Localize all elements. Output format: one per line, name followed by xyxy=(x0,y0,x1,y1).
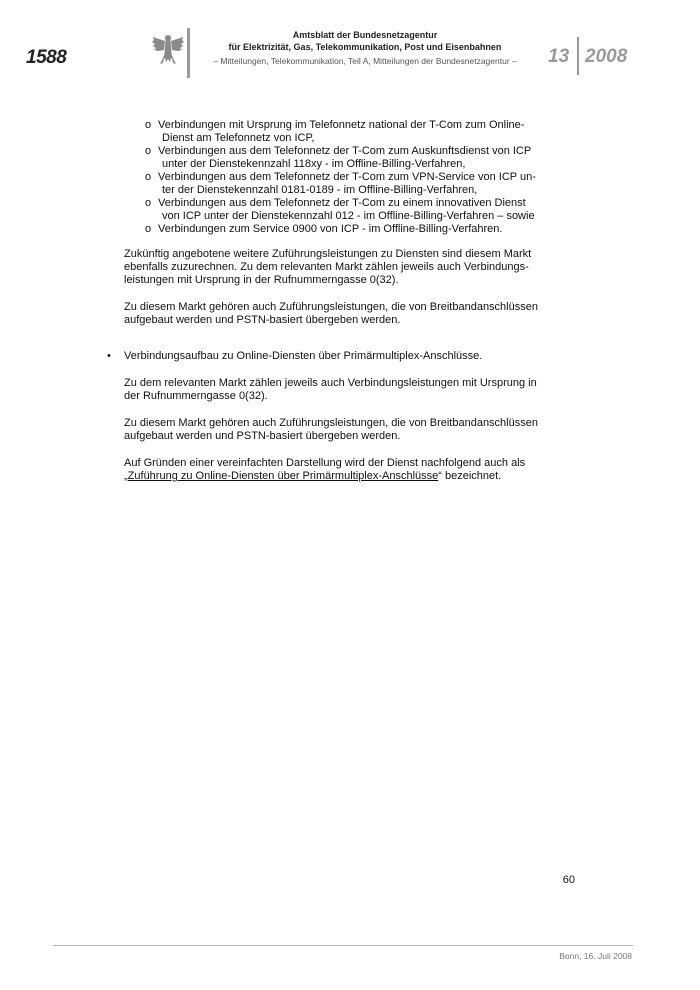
paragraph-line: Zu diesem Markt gehören auch Zuführungsleistungen, die von Breitbandanschlüssen xyxy=(124,301,538,313)
circle-bullet: o xyxy=(145,119,152,131)
paragraph xyxy=(124,301,574,327)
paragraph-line: ebenfalls zuzurechnen. Zu dem relevanten Markt zählen jeweils auch Verbindungs- xyxy=(124,261,529,273)
bullet-item xyxy=(107,350,574,363)
closing-text: “ bezeichnet. xyxy=(438,470,502,482)
sub-list xyxy=(145,119,574,236)
header-divider xyxy=(187,28,190,78)
paragraph-line: leistungen mit Ursprung in der Rufnummerngasse 0(32). xyxy=(124,274,399,286)
journal-subtitle: – Mitteilungen, Telekommunikation, Teil A, Mitteilungen der Bundesnetzagentur – xyxy=(213,56,517,66)
paragraph xyxy=(124,377,574,403)
list-item-text: Verbindungen zum Service 0900 von ICP - im Offline-Billing-Verfahren. xyxy=(158,223,503,235)
circle-bullet: o xyxy=(145,171,152,183)
page-number: 1588 xyxy=(26,47,67,68)
list-item-text: unter der Dienstekennzahl 118xy - im Offline-Billing-Verfahren, xyxy=(162,158,466,170)
issue-year: 2008 xyxy=(585,46,628,67)
paragraph xyxy=(124,417,574,443)
issue-number: 13 xyxy=(548,46,570,67)
page-reference: 60 xyxy=(562,874,575,886)
paragraph-line: Zukünftig angebotene weitere Zuführungsleistungen zu Diensten sind diesem Markt xyxy=(124,248,532,260)
service-name: Zuführung zu Online-Diensten über Primärmultiplex-Anschlüsse xyxy=(127,470,439,482)
paragraph xyxy=(124,248,574,287)
bullet-dot: • xyxy=(107,350,111,362)
list-item xyxy=(145,197,574,223)
paragraph-line: Auf Gründen einer vereinfachten Darstellung wird der Dienst nachfolgend auch als xyxy=(124,457,526,469)
journal-title-line: für Elektrizität, Gas, Telekommunikation, Post und Eisenbahnen xyxy=(228,42,502,52)
issue-divider xyxy=(577,37,579,75)
federal-eagle-icon xyxy=(151,30,185,66)
footer-date: Bonn, 16. Juli 2008 xyxy=(559,951,632,961)
circle-bullet: o xyxy=(145,145,152,157)
circle-bullet: o xyxy=(145,223,152,235)
list-item xyxy=(145,223,574,236)
footer-divider xyxy=(53,945,633,946)
list-item-text: ter der Dienstekennzahl 0181-0189 - im Offline-Billing-Verfahren, xyxy=(162,184,478,196)
list-item xyxy=(145,119,574,145)
list-item-text: Verbindungen mit Ursprung im Telefonnetz national der T-Com zum Online- xyxy=(158,119,525,131)
paragraph-line: aufgebaut werden und PSTN-basiert übergeben werden. xyxy=(124,430,401,442)
list-item-text: Verbindungen aus dem Telefonnetz der T-Com zum VPN-Service von ICP un- xyxy=(158,171,536,183)
paragraph-line: der Rufnummerngasse 0(32). xyxy=(124,390,268,402)
open-quote: „ xyxy=(124,470,128,482)
bullet-text: Verbindungsaufbau zu Online-Diensten über Primärmultiplex-Anschlüsse. xyxy=(124,350,483,362)
paragraph-line: aufgebaut werden und PSTN-basiert übergeben werden. xyxy=(124,314,401,326)
document-body xyxy=(107,119,574,497)
paragraph-line xyxy=(124,470,574,483)
list-item-text: von ICP unter der Dienstekennzahl 012 - im Offline-Billing-Verfahren – sowie xyxy=(162,210,535,222)
list-item-text: Verbindungen aus dem Telefonnetz der T-Com zu einem innovativen Dienst xyxy=(158,197,526,209)
paragraph-line: Zu dem relevanten Markt zählen jeweils auch Verbindungsleistungen mit Ursprung in xyxy=(124,377,537,389)
list-item-text: Dienst am Telefonnetz von ICP, xyxy=(162,132,315,144)
paragraph-line: Zu diesem Markt gehören auch Zuführungsleistungen, die von Breitbandanschlüssen xyxy=(124,417,538,429)
list-item xyxy=(145,171,574,197)
list-item xyxy=(145,145,574,171)
circle-bullet: o xyxy=(145,197,152,209)
list-item-text: Verbindungen aus dem Telefonnetz der T-Com zum Auskunftsdienst von ICP xyxy=(158,145,532,157)
paragraph xyxy=(124,457,574,483)
journal-title xyxy=(200,29,530,53)
journal-title-line: Amtsblatt der Bundesnetzagentur xyxy=(292,30,438,40)
